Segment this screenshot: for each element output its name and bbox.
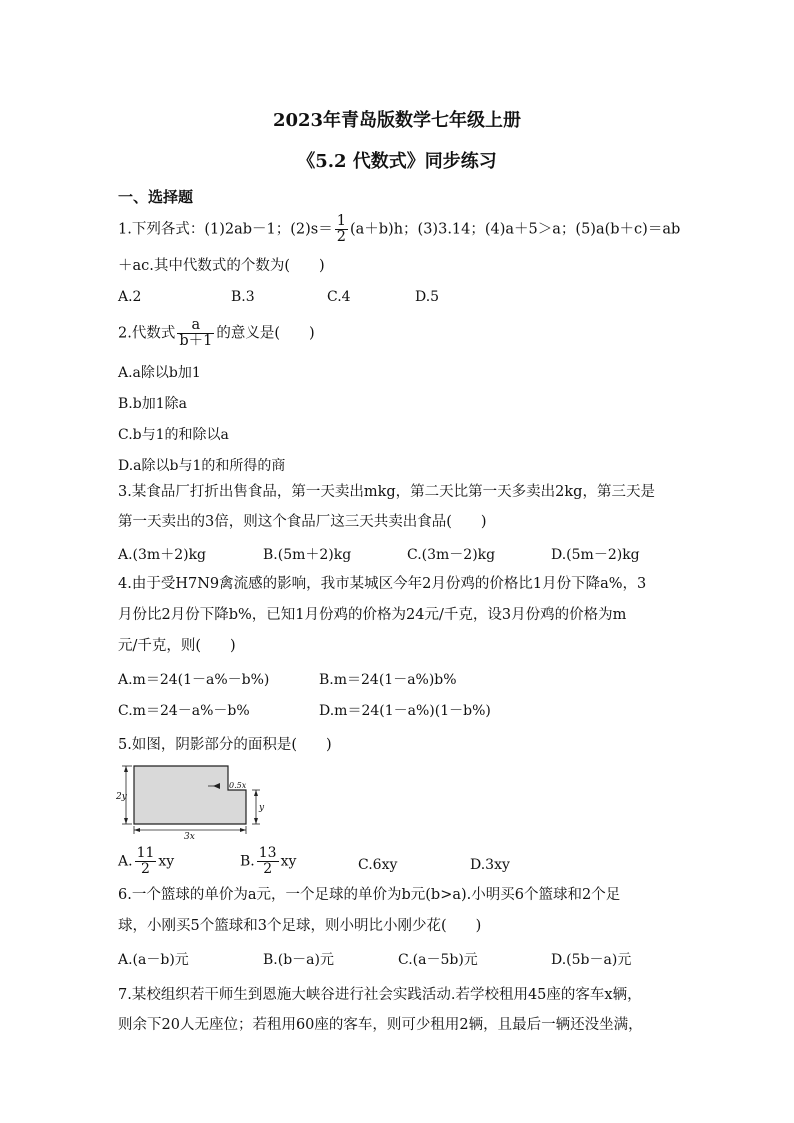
q4-option-a: A.m＝24(1－a%－b%): [118, 672, 270, 688]
q6-option-b: B.(b－a)元: [263, 952, 334, 968]
question-3-line-1: 3.某食品厂打折出售食品，第一天卖出mkg，第二天比第一天多卖出2kg，第三天是: [118, 484, 655, 500]
q1-frac-num: 1: [336, 213, 346, 229]
q2-text-pre: 2.代数式: [118, 325, 176, 342]
shaded-region: [134, 766, 246, 824]
label-y: y: [259, 803, 265, 813]
q6-option-d: D.(5b－a)元: [551, 952, 632, 968]
q3-option-c: C.(3m－2)kg: [407, 547, 496, 563]
section-heading: 一、选择题: [118, 188, 194, 206]
q1-option-d: D.5: [415, 289, 440, 305]
q5-b-num: 13: [258, 845, 277, 861]
q5-b-den: 2: [263, 861, 273, 877]
question-4-line-1: 4.由于受H7N9禽流感的影响，我市某城区今年2月份鸡的价格比1月份下降a%，3: [118, 576, 647, 592]
question-7-line-2: 则余下20人无座位；若租用60座的客车，则可少租用2辆，且最后一辆还没坐满，: [118, 1017, 643, 1033]
q2-option-a: A.a除以b加1: [118, 365, 201, 381]
q5-option-b-letter: B.: [240, 853, 255, 870]
question-5-line-1: 5.如图，阴影部分的面积是( ): [118, 737, 332, 753]
question-4-line-3: 元/千克，则( ): [118, 638, 236, 654]
q1-option-c: C.4: [327, 289, 351, 305]
q1-option-a: A.2: [118, 289, 142, 305]
q2-frac-num: a: [177, 318, 214, 334]
q5-option-b-var: xy: [280, 853, 297, 870]
q5-option-b-fraction: [257, 846, 279, 877]
question-6-line-1: 6.一个篮球的单价为a元，一个足球的单价为b元(b>a).小明买6个篮球和2个足: [118, 887, 621, 903]
document-subtitle: 《5.2 代数式》同步练习: [297, 151, 497, 172]
q2-option-d: D.a除以b与1的和所得的商: [118, 458, 286, 474]
q6-option-c: C.(a－5b)元: [398, 952, 478, 968]
question-1-line-1: [118, 214, 680, 245]
q5-option-a-letter: A.: [118, 853, 133, 870]
q4-option-c: C.m＝24－a%－b%: [118, 703, 250, 719]
q5-option-a-var: xy: [158, 853, 175, 870]
question-3-line-2: 第一天卖出的3倍，则这个食品厂这三天共卖出食品( ): [118, 514, 487, 530]
label-3x: 3x: [184, 832, 195, 840]
q1-fraction: [335, 214, 348, 245]
q5-a-num: 11: [136, 845, 155, 861]
label-0-5x: 0.5x: [229, 781, 247, 790]
q2-frac-den: b＋1: [179, 333, 213, 349]
q4-option-d: D.m＝24(1－a%)(1－b%): [319, 703, 491, 719]
document-title: 2023年青岛版数学七年级上册: [272, 110, 522, 131]
question-4-line-2: 月份比2月份下降b%，已知1月份鸡的价格为24元/千克，设3月份鸡的价格为m: [118, 607, 627, 623]
q2-fraction: [177, 318, 214, 349]
q4-option-b: B.m＝24(1－a%)b%: [319, 672, 457, 688]
q1-text-post: (a＋b)h；(3)3.14；(4)a＋5＞a；(5)a(b＋c)＝ab: [349, 221, 681, 238]
label-2y: 2y: [116, 792, 127, 802]
q6-option-a: A.(a－b)元: [118, 952, 189, 968]
q5-option-a: [118, 846, 174, 877]
question-6-line-2: 球，小刚买5个篮球和3个足球，则小明比小刚少花( ): [118, 918, 482, 934]
question-2-line: [118, 318, 315, 349]
q5-option-c: C.6xy: [358, 857, 398, 873]
q3-option-d: D.(5m－2)kg: [551, 547, 640, 563]
q5-option-b: [240, 846, 296, 877]
question-1-line-2: ＋ac.其中代数式的个数为( ): [118, 258, 325, 274]
q1-frac-den: 2: [336, 229, 346, 245]
q3-option-b: B.(5m＋2)kg: [263, 547, 352, 563]
q5-option-d: D.3xy: [470, 857, 510, 873]
q1-option-b: B.3: [231, 289, 255, 305]
q5-a-den: 2: [141, 861, 150, 877]
q5-option-a-fraction: [135, 846, 157, 877]
shaded-area-figure: [116, 762, 276, 840]
question-7-line-1: 7.某校组织若干师生到恩施大峡谷进行社会实践活动.若学校租用45座的客车x辆，: [118, 987, 642, 1003]
q2-text-post: 的意义是( ): [216, 325, 315, 342]
q2-option-c: C.b与1的和除以a: [118, 427, 229, 443]
q3-option-a: A.(3m＋2)kg: [118, 547, 207, 563]
q2-option-b: B.b加1除a: [118, 396, 187, 412]
q1-text-pre: 1.下列各式：(1)2ab－1；(2)s＝: [118, 221, 333, 238]
